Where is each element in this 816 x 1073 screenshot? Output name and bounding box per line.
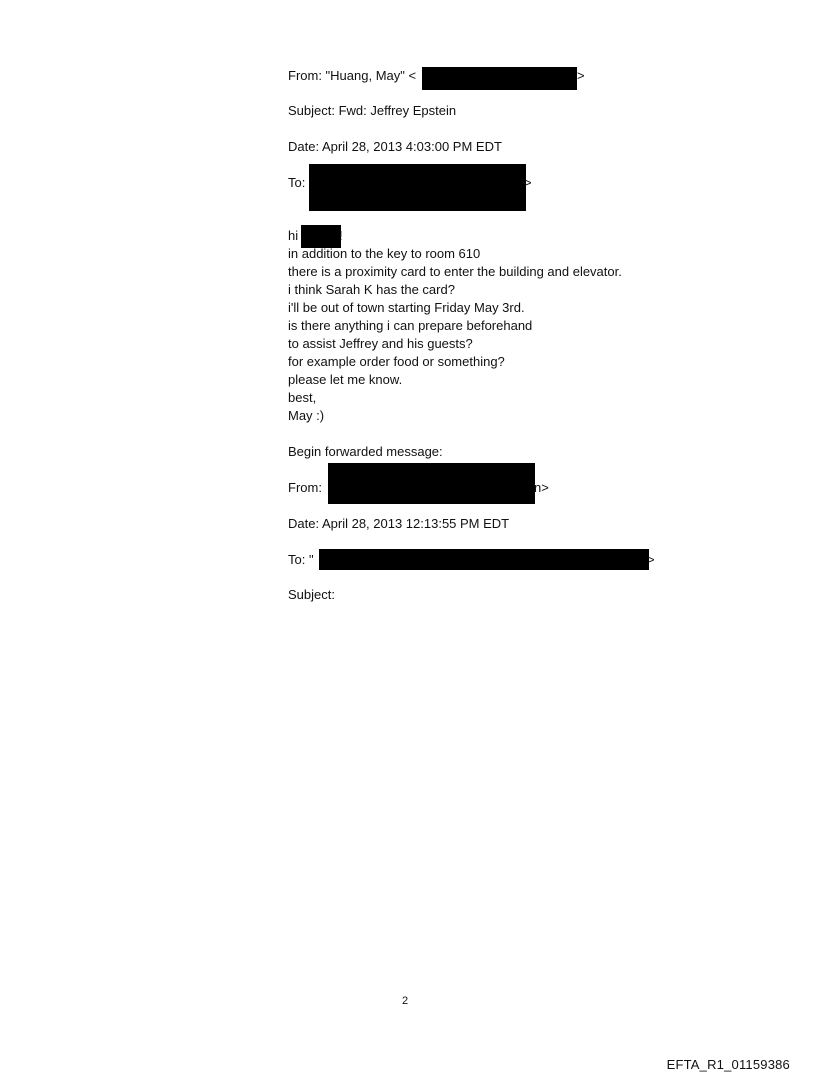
greeting-suffix: ! <box>339 228 343 243</box>
body-line: in addition to the key to room 610 <box>288 246 481 261</box>
body-line: please let me know. <box>288 372 403 387</box>
greeting-prefix: hi <box>288 228 299 243</box>
body-line: i'll be out of town starting Friday May 3rd. <box>288 300 525 315</box>
redaction-box <box>319 549 649 570</box>
page-number: 2 <box>402 995 409 1007</box>
forwarded-from-label: From: <box>288 480 322 495</box>
redaction-box <box>328 463 535 504</box>
redaction-box <box>422 67 577 90</box>
date-line: Date: April 28, 2013 4:03:00 PM EDT <box>288 139 502 154</box>
to-suffix: > <box>524 175 532 190</box>
forwarded-to-suffix: > <box>647 552 655 567</box>
to-label: To: <box>288 175 306 190</box>
from-line <box>288 67 416 85</box>
forwarded-date: Date: April 28, 2013 12:13:55 PM EDT <box>288 516 510 531</box>
subject-line: Subject: Fwd: Jeffrey Epstein <box>288 103 457 118</box>
body-line: is there anything i can prepare beforehand <box>288 318 533 333</box>
signature: May :) <box>288 408 325 423</box>
forwarded-subject: Subject: <box>288 587 335 602</box>
body-line: to assist Jeffrey and his guests? <box>288 336 473 351</box>
body-line: there is a proximity card to enter the building and elevator. <box>288 264 622 279</box>
body-line: for example order food or something? <box>288 354 505 369</box>
forwarded-from-suffix: n> <box>534 480 549 495</box>
forwarded-intro: Begin forwarded message: <box>288 444 443 459</box>
forwarded-to-label: To: " <box>288 552 314 567</box>
redaction-box <box>309 164 526 211</box>
document-id: EFTA_R1_01159386 <box>666 1057 790 1072</box>
from-label: From: "Huang, May" < <box>288 68 417 83</box>
from-suffix: > <box>577 68 585 83</box>
body-line: i think Sarah K has the card? <box>288 282 455 297</box>
body-line: best, <box>288 390 317 405</box>
